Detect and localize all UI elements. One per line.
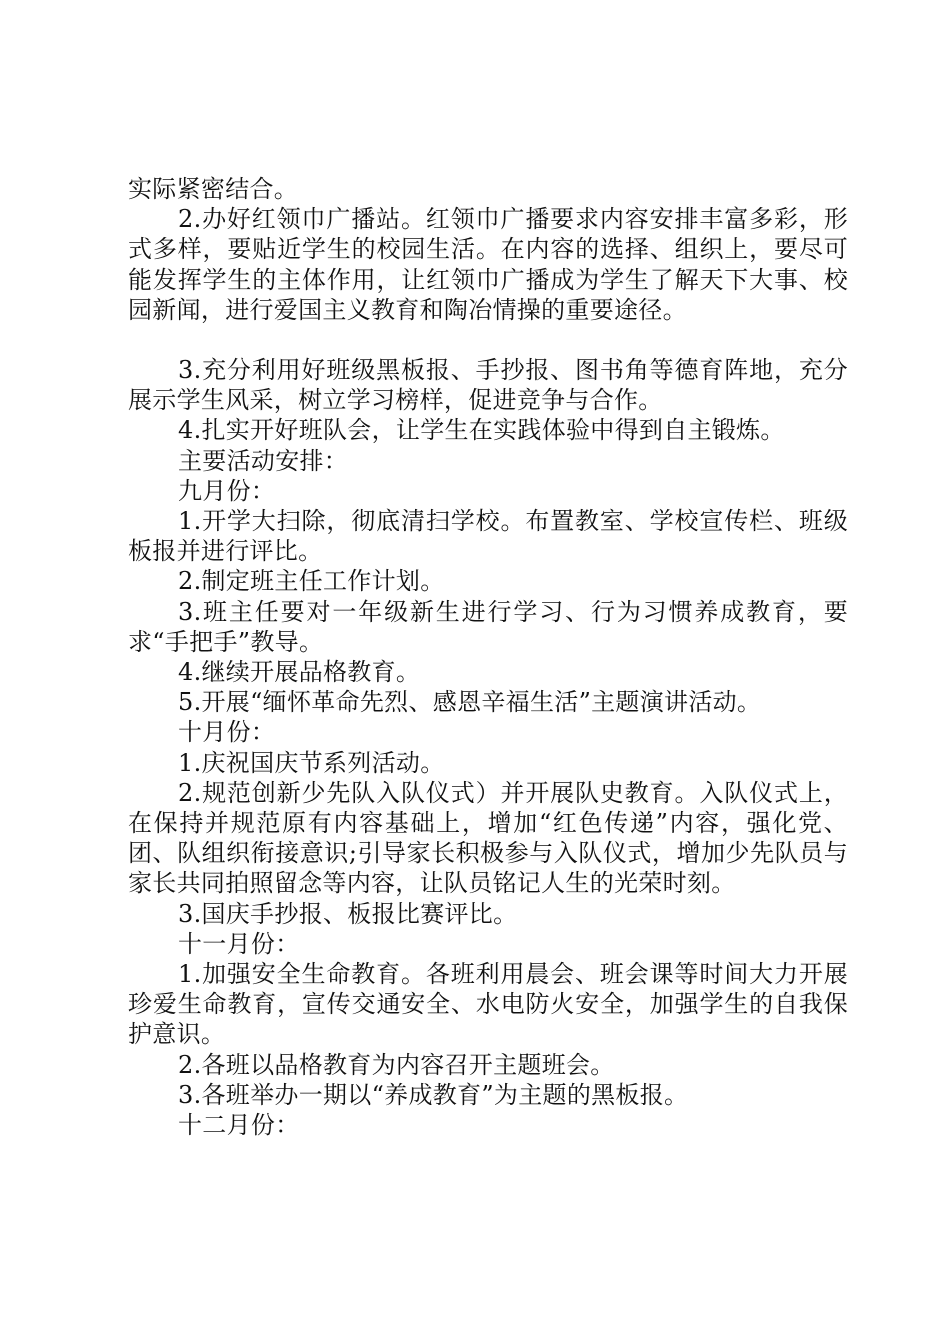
paragraph-item: 5.开展“缅怀革命先烈、感恩辛福生活”主题演讲活动。 bbox=[178, 688, 762, 717]
paragraph-item: 2.制定班主任工作计划。 bbox=[178, 567, 445, 596]
paragraph-item: 3.充分利用好班级黑板报、手抄报、图书角等德育阵地，充分展示学生风采，树立学习榜样，促进竞争与合作。 bbox=[128, 356, 848, 415]
paragraph-item: 3.班主任要对一年级新生进行学习、行为习惯养成教育，要求“手把手”教导。 bbox=[128, 597, 848, 656]
month-heading: 十二月份： bbox=[178, 1111, 300, 1140]
month-heading: 九月份： bbox=[178, 476, 276, 505]
paragraph-item: 1.庆祝国庆节系列活动。 bbox=[178, 748, 445, 777]
paragraph-item: 3.国庆手抄报、板报比赛评比。 bbox=[178, 899, 518, 928]
paragraph-item: 2.办好红领巾广播站。红领巾广播要求内容安排丰富多彩，形式多样，要贴近学生的校园生活。在内容的选择、组织上，要尽可能发挥学生的主体作用，让红领巾广播成为学生了解天下大事、校园新闻，进行爱国主义教育和陶冶情操的重要途径。 bbox=[128, 205, 848, 324]
paragraph-item: 2.规范创新少先队入队仪式）并开展队史教育。入队仪式上，在保持并规范原有内容基础上，增加“红色传递”内容，强化党、团、队组织衔接意识;引导家长积极参与入队仪式，增加少先队员与家长共同拍照留念等内容，让队员铭记人生的光荣时刻。 bbox=[128, 778, 848, 898]
document-body bbox=[128, 174, 848, 1140]
section-heading: 主要活动安排： bbox=[178, 446, 349, 475]
paragraph-item: 1.加强安全生命教育。各班利用晨会、班会课等时间大力开展珍爱生命教育，宣传交通安全、水电防火安全，加强学生的自我保护意识。 bbox=[128, 960, 848, 1049]
paragraph-item: 4.扎实开好班队会，让学生在实践体验中得到自主锻炼。 bbox=[178, 416, 785, 445]
paragraph-continuation: 实际紧密结合。 bbox=[128, 175, 299, 203]
paragraph-item: 2.各班以品格教育为内容召开主题班会。 bbox=[178, 1050, 615, 1079]
paragraph-item: 4.继续开展品格教育。 bbox=[178, 658, 421, 687]
month-heading: 十一月份： bbox=[178, 929, 300, 958]
paragraph-item: 3.各班举办一期以“养成教育”为主题的黑板报。 bbox=[178, 1080, 689, 1109]
month-heading: 十月份： bbox=[178, 718, 276, 747]
paragraph-item: 1.开学大扫除，彻底清扫学校。布置教室、学校宣传栏、班级板报并进行评比。 bbox=[128, 507, 848, 566]
